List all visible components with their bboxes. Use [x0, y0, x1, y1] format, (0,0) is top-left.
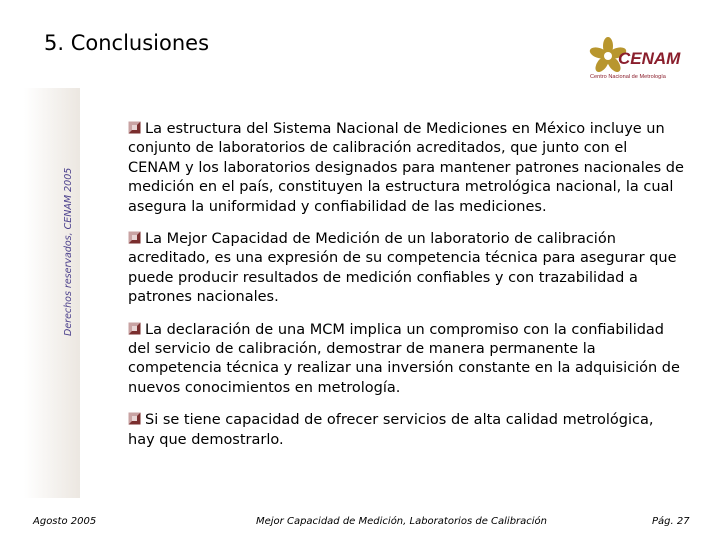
footer-title: Mejor Capacidad de Medición, Laboratorios de Calibración	[256, 516, 548, 527]
bullet-text: La Mejor Capacidad de Medición de un laboratorio de calibración acreditado, es una expresión de su competencia técnica para asegurar que puede producir resultados de medición confiables y con trazabilidad a patrones nacionales.	[128, 231, 677, 306]
bullet-item	[128, 411, 684, 450]
rights-notice: Derechos reservados, CENAM 2005	[63, 167, 74, 336]
cenam-flower-icon	[588, 36, 688, 82]
bullet-text: Si se tiene capacidad de ofrecer servicios de alta calidad metrológica, hay que demostrarlo.	[128, 412, 654, 448]
bullet-icon	[128, 121, 141, 134]
logo-wordmark: CENAM	[618, 49, 681, 68]
bullet-text: La estructura del Sistema Nacional de Mediciones en México incluye un conjunto de laboratorios de calibración acreditados, que junto con el CENAM y los laboratorios designados para mantener patrones nacionales de medición en el país, constituyen la estructura metrológica nacional, la cual asegura la uniformidad y confiabilidad de las mediciones.	[128, 121, 684, 215]
bullet-list	[128, 120, 684, 463]
bullet-text: La declaración de una MCM implica un compromiso con la confiabilidad del servicio de calibración, demostrar de manera permanente la competencia técnica y realizar una inversión constante en la adquisición de nuevos conocimientos en metrología.	[128, 321, 680, 396]
bullet-item	[128, 321, 684, 399]
bullet-icon	[128, 231, 141, 244]
bullet-item	[128, 120, 684, 217]
bullet-icon	[128, 322, 141, 335]
bullet-icon	[128, 412, 141, 425]
page-number: Pág. 27	[652, 516, 690, 527]
cenam-logo	[588, 36, 688, 82]
footer-date: Agosto 2005	[33, 516, 97, 527]
bullet-item	[128, 230, 684, 308]
logo-subtitle: Centro Nacional de Metrología	[590, 74, 666, 80]
slide-title: 5. Conclusiones	[44, 31, 210, 55]
